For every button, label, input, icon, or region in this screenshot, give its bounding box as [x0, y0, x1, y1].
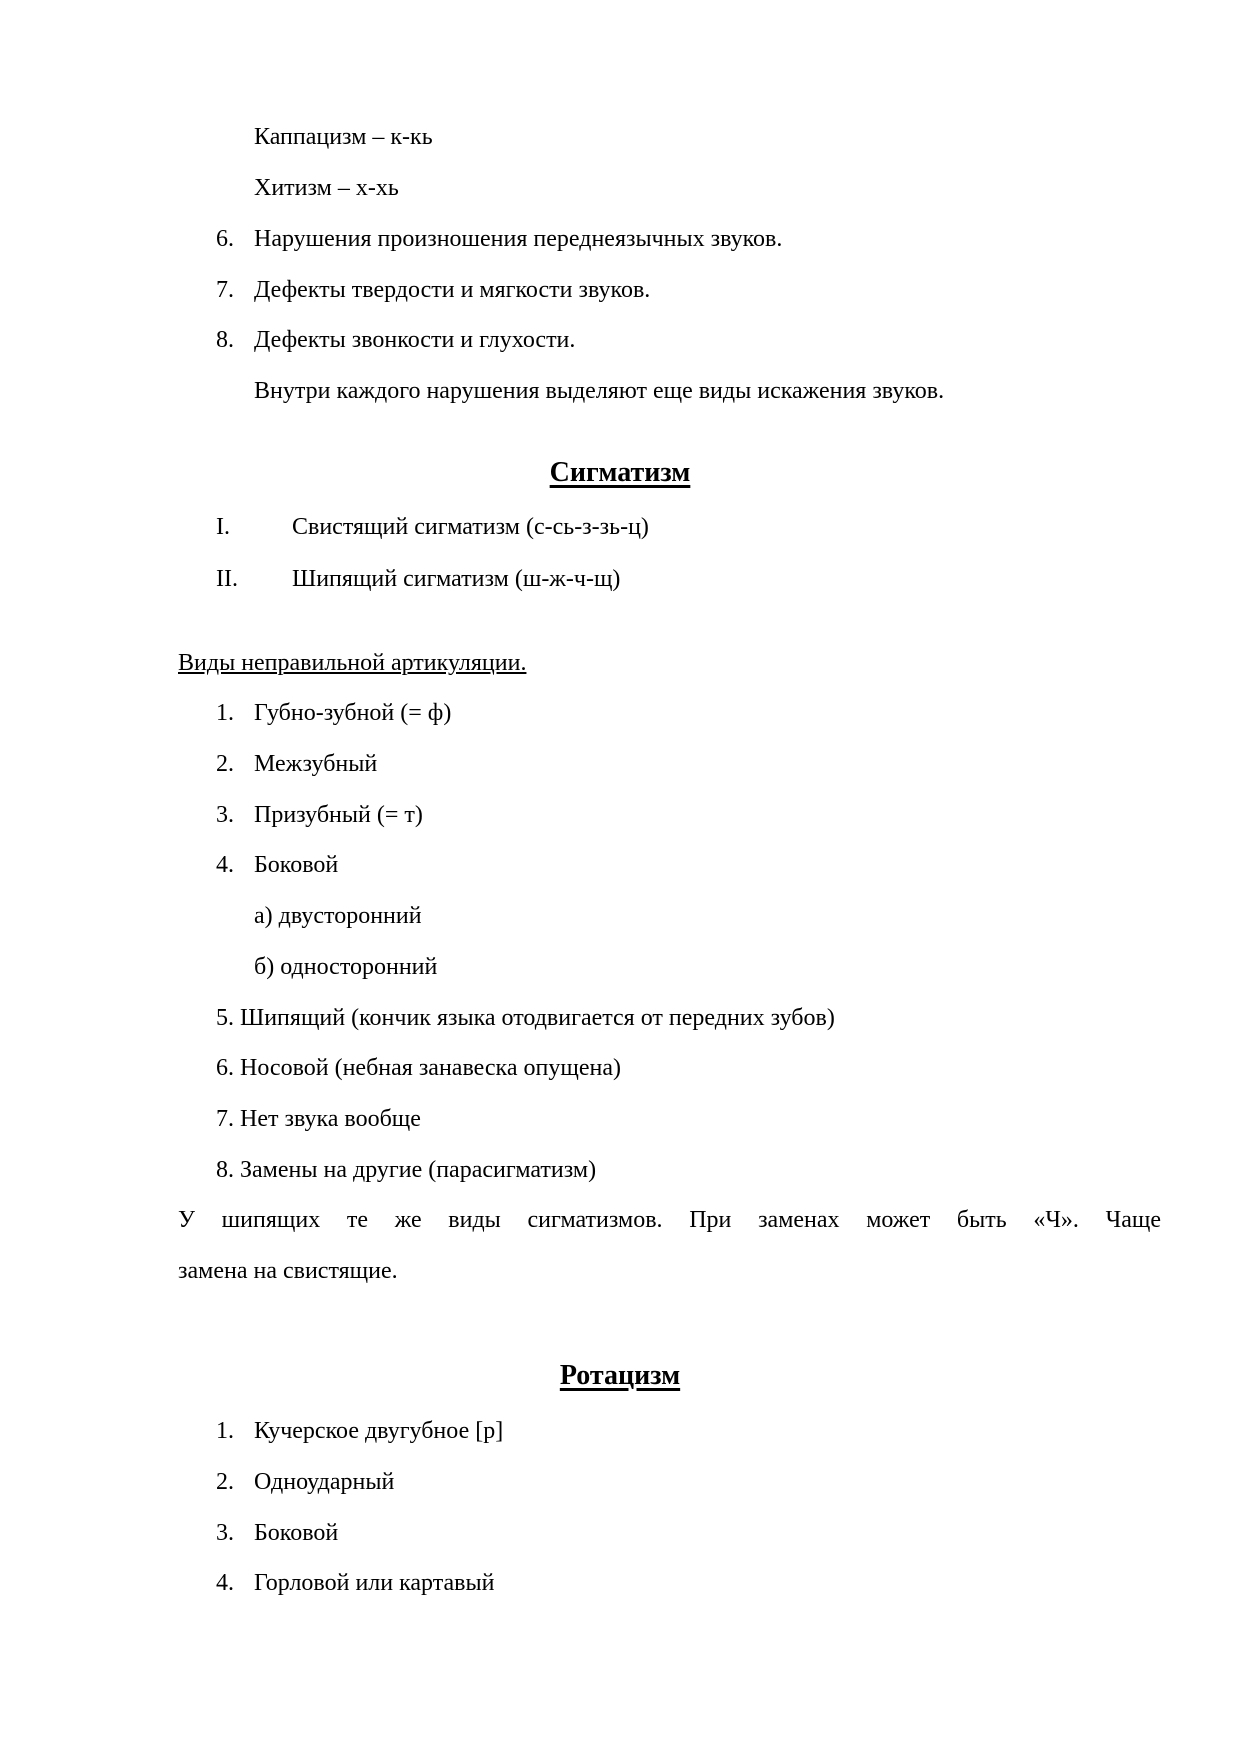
list-number: 2. [216, 751, 234, 777]
paragraph-line: У шипящих те же виды сигматизмов. При заменах может быть «Ч». Чаще [178, 1207, 1161, 1233]
heading-text: Сигматизм [549, 457, 691, 488]
subheading: Виды неправильной артикуляции. [178, 650, 527, 676]
roman-number: II. [216, 566, 238, 592]
list-number: 4. [216, 852, 234, 878]
list-number: 3. [216, 1520, 234, 1546]
section-heading-sigmatism [0, 456, 1240, 490]
list-text: Дефекты твердости и мягкости звуков. [254, 277, 651, 303]
list-text: Одноударный [254, 1469, 395, 1495]
section-heading-rotacism [0, 1359, 1240, 1393]
list-text: Дефекты звонкости и глухости. [254, 327, 576, 353]
list-number: 1. [216, 1418, 234, 1444]
type-text: Свистящий сигматизм (с-сь-з-зь-ц) [292, 514, 649, 540]
sub-item: а) двусторонний [254, 903, 422, 929]
list-text: Нарушения произношения переднеязычных звуков. [254, 226, 783, 252]
sub-item: б) односторонний [254, 954, 438, 980]
text-line: Хитизм – х-хь [254, 175, 399, 201]
roman-number: I. [216, 514, 230, 540]
list-number: 3. [216, 802, 234, 828]
list-item: 8. Замены на другие (парасигматизм) [216, 1157, 597, 1183]
list-number: 1. [216, 700, 234, 726]
list-text: Кучерское двугубное [р] [254, 1418, 504, 1444]
list-text: Призубный (= т) [254, 802, 423, 828]
list-text: Губно-зубной (= ф) [254, 700, 452, 726]
list-item: 7. Нет звука вообще [216, 1106, 421, 1132]
list-text: Межзубный [254, 751, 378, 777]
list-number: 7. [216, 277, 234, 303]
heading-text: Ротацизм [559, 1360, 681, 1391]
note-text: Внутри каждого нарушения выделяют еще виды искажения звуков. [254, 378, 945, 404]
text-line: Каппацизм – к-кь [254, 124, 433, 150]
type-text: Шипящий сигматизм (ш-ж-ч-щ) [292, 566, 621, 592]
list-item: 5. Шипящий (кончик языка отодвигается от передних зубов) [216, 1005, 835, 1031]
list-text: Горловой или картавый [254, 1570, 495, 1596]
list-item: 6. Носовой (небная занавеска опущена) [216, 1055, 621, 1081]
paragraph-line: замена на свистящие. [178, 1258, 398, 1284]
list-text: Боковой [254, 1520, 339, 1546]
list-number: 8. [216, 327, 234, 353]
list-number: 6. [216, 226, 234, 252]
list-number: 4. [216, 1570, 234, 1596]
list-number: 2. [216, 1469, 234, 1495]
list-text: Боковой [254, 852, 339, 878]
